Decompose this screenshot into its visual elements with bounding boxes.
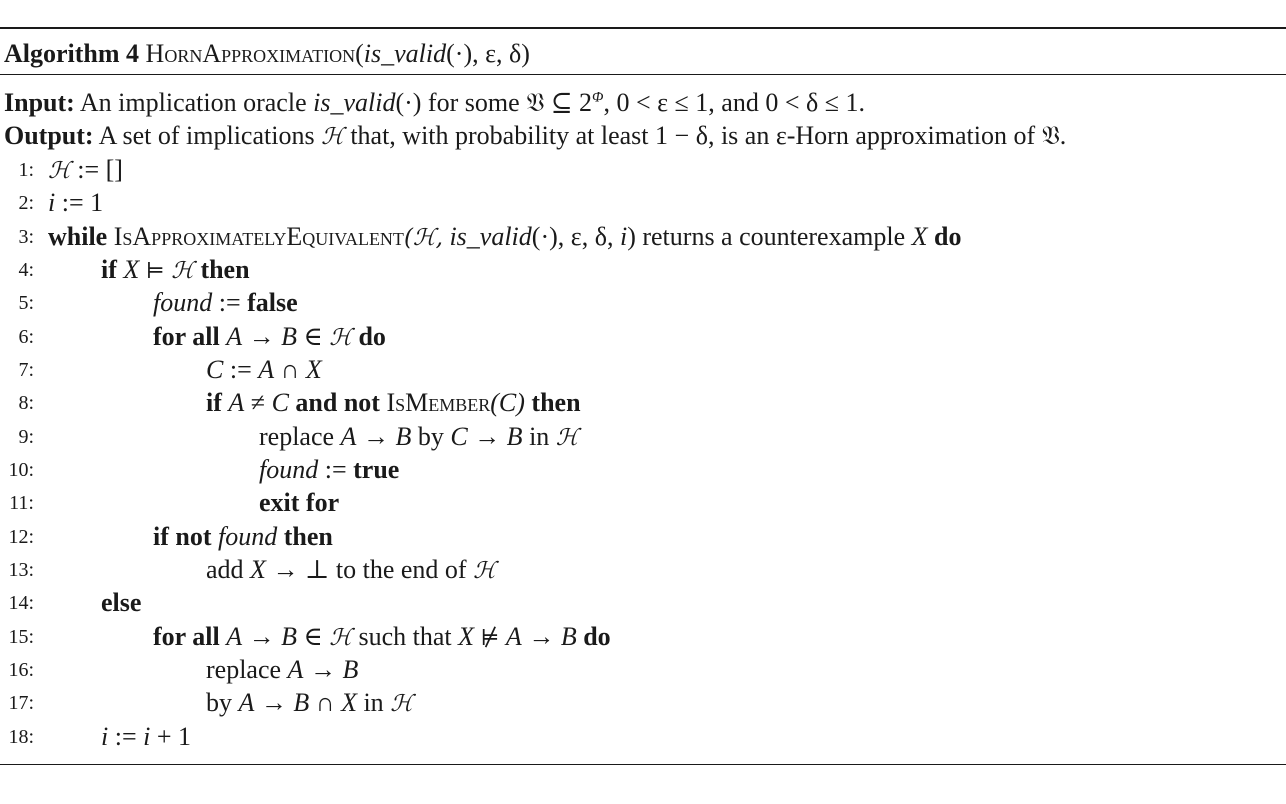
line-code: add X → ⊥ to the end of ℋ bbox=[206, 555, 496, 584]
line-number: 3: bbox=[18, 226, 34, 248]
line-code: by A → B ∩ X in ℋ bbox=[206, 688, 413, 717]
algorithm-caption bbox=[4, 37, 530, 71]
line-code: found := true bbox=[259, 455, 400, 484]
output-H: ℋ bbox=[321, 124, 344, 150]
line-code: i := i + 1 bbox=[101, 722, 192, 751]
caption-rest-args: , ε, δ) bbox=[472, 39, 530, 68]
line-number: 4: bbox=[18, 259, 34, 281]
input-line bbox=[4, 86, 865, 120]
caption-oracle-args: (·) bbox=[446, 39, 473, 68]
caption-open: ( bbox=[355, 39, 364, 68]
output-text-2: that, with probability at least 1 − δ, is an ε-Horn approximation of 𝔙. bbox=[350, 121, 1067, 150]
input-text-3: , 0 < ε ≤ 1, and 0 < δ ≤ 1. bbox=[603, 88, 866, 117]
line-code: found := false bbox=[153, 288, 298, 317]
line-code: if A ≠ C and not IsMember(C) then bbox=[206, 388, 581, 417]
line-number: 11: bbox=[9, 492, 34, 514]
input-label: Input: bbox=[4, 88, 75, 117]
line-number: 17: bbox=[8, 692, 34, 714]
input-text-1: An implication oracle bbox=[79, 88, 307, 117]
output-line bbox=[4, 119, 1066, 153]
line-number: 18: bbox=[8, 726, 34, 748]
line-code: for all A → B ∈ ℋ do bbox=[153, 322, 386, 351]
caption-name: HornApproximation bbox=[145, 39, 356, 68]
line-number: 1: bbox=[18, 159, 34, 181]
line-number: 16: bbox=[8, 659, 34, 681]
output-label: Output: bbox=[4, 121, 94, 150]
bottom-rule bbox=[0, 764, 1286, 765]
output-text-1: A set of implications bbox=[98, 121, 315, 150]
line-code: C := A ∩ X bbox=[206, 355, 322, 384]
line-number: 14: bbox=[8, 592, 34, 614]
line-code: for all A → B ∈ ℋ such that X ⊭ A → B do bbox=[153, 622, 611, 651]
line-code: replace A → B by C → B in ℋ bbox=[259, 422, 579, 451]
line-code: ℋ := [] bbox=[48, 155, 123, 184]
line-number: 8: bbox=[18, 392, 34, 414]
line-code: if not found then bbox=[153, 522, 333, 551]
line-number: 6: bbox=[18, 326, 34, 348]
caption-rule bbox=[0, 74, 1286, 75]
line-number: 12: bbox=[8, 526, 34, 548]
input-oracle: is_valid bbox=[313, 88, 396, 117]
input-text-2: (·) for some 𝔙 ⊆ 2 bbox=[395, 88, 593, 117]
line-number: 15: bbox=[8, 626, 34, 648]
line-code: replace A → B bbox=[206, 655, 359, 684]
caption-label: Algorithm 4 bbox=[4, 39, 140, 68]
line-number: 7: bbox=[18, 359, 34, 381]
line-number: 10: bbox=[8, 459, 34, 481]
caption-oracle: is_valid bbox=[363, 39, 447, 68]
input-sup: Φ bbox=[592, 89, 604, 106]
line-number: 13: bbox=[8, 559, 34, 581]
line-code: i := 1 bbox=[48, 188, 104, 217]
line-code: if X ⊨ ℋ then bbox=[101, 255, 250, 284]
line-code: else bbox=[101, 588, 142, 617]
line-code: exit for bbox=[259, 488, 340, 517]
line-code: while IsApproximatelyEquivalent(ℋ, is_valid(·), ε, δ, i) returns a counterexample X do bbox=[48, 222, 962, 251]
top-rule bbox=[0, 27, 1286, 29]
line-number: 5: bbox=[18, 292, 34, 314]
line-number: 9: bbox=[18, 426, 34, 448]
line-number: 2: bbox=[18, 192, 34, 214]
